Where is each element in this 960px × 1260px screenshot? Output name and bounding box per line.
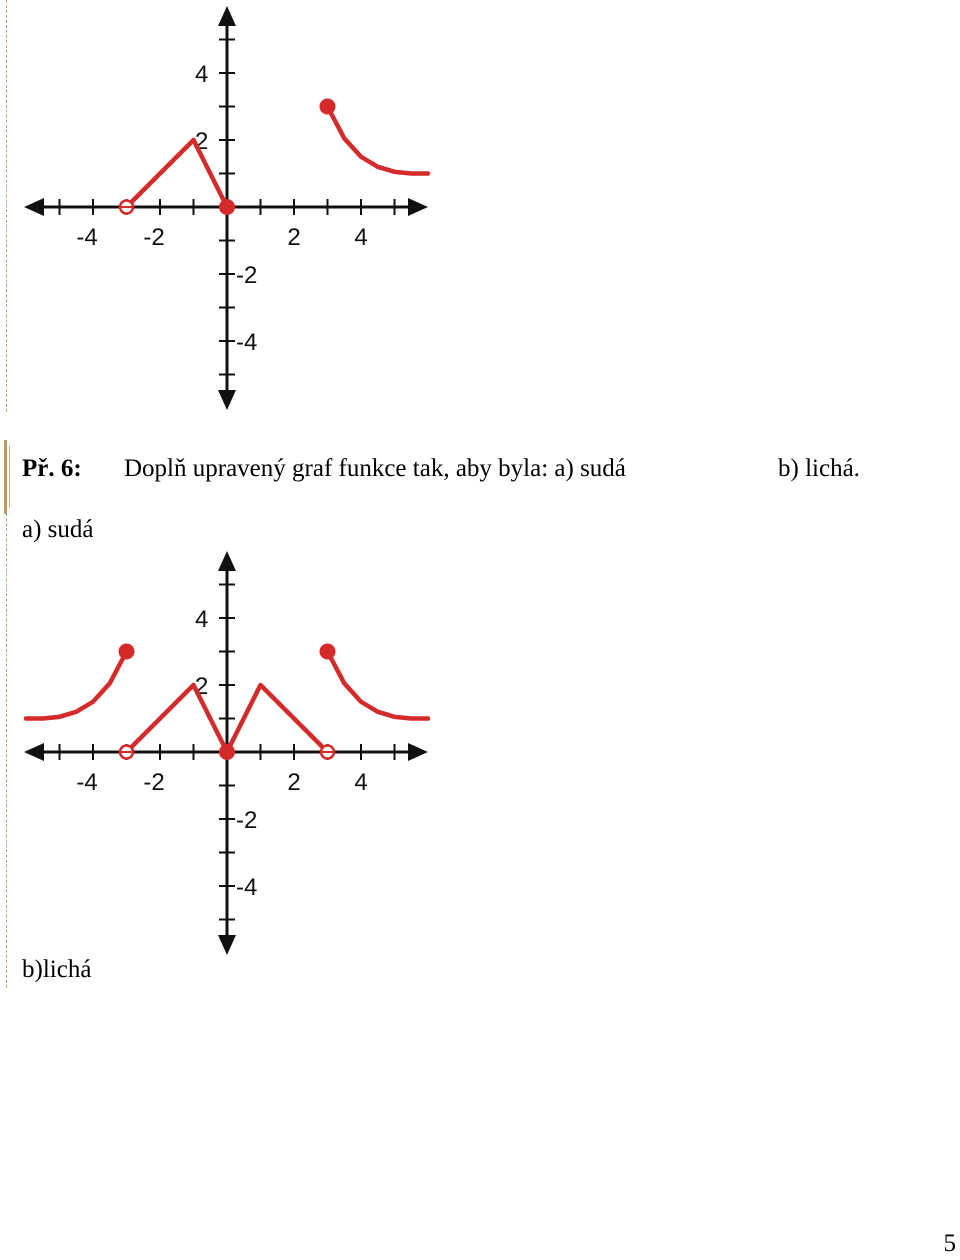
y-tick-label: 4	[195, 606, 209, 633]
filled-point	[219, 199, 235, 215]
x-axis-arrow-right	[408, 198, 428, 216]
task-part-b: b) lichá.	[778, 455, 860, 482]
page-number: 5	[943, 1230, 956, 1257]
y-tick-label: 2	[195, 128, 209, 155]
y-axis-arrow-down	[218, 935, 236, 955]
x-tick-label: -4	[76, 769, 98, 796]
y-axis-arrow-down	[218, 390, 236, 410]
curve-segment	[127, 140, 228, 207]
y-tick-label: 2	[195, 673, 209, 700]
x-tick-label: 2	[287, 224, 301, 251]
part-b-label: b)lichá	[22, 956, 92, 983]
y-tick-label: -2	[236, 262, 258, 289]
x-axis-arrow-left	[24, 743, 44, 761]
margin-bar	[4, 440, 7, 514]
y-tick-label: -4	[236, 329, 258, 356]
x-tick-label: 4	[354, 224, 368, 251]
task-statement	[22, 452, 952, 486]
margin-bar	[9, 446, 10, 508]
x-tick-label: 2	[287, 769, 301, 796]
y-tick-label: -4	[236, 874, 258, 901]
filled-point	[219, 744, 235, 760]
curve-decay-right	[328, 652, 429, 719]
x-tick-label: -4	[76, 224, 98, 251]
original-graph	[0, 0, 460, 420]
part-a-label: a) sudá	[22, 516, 94, 543]
curve-segment-left	[127, 685, 228, 752]
y-axis-arrow-up	[218, 551, 236, 571]
y-tick-label: 4	[195, 61, 209, 88]
x-tick-label: 4	[354, 769, 368, 796]
y-tick-label: -2	[236, 807, 258, 834]
task-text: Doplň upravený graf funkce tak, aby byla: a) sudá	[124, 455, 626, 482]
curve-decay-left	[26, 652, 127, 719]
curve-segment-right	[227, 685, 328, 752]
x-tick-label: -2	[143, 224, 165, 251]
y-axis-arrow-up	[218, 6, 236, 26]
x-tick-label: -2	[143, 769, 165, 796]
task-label: Př. 6:	[22, 455, 82, 482]
x-axis-arrow-left	[24, 198, 44, 216]
curve-decay	[328, 107, 429, 174]
filled-point	[119, 644, 135, 660]
filled-point	[320, 99, 336, 115]
x-axis-arrow-right	[408, 743, 428, 761]
filled-point	[320, 644, 336, 660]
even-graph	[0, 545, 460, 965]
